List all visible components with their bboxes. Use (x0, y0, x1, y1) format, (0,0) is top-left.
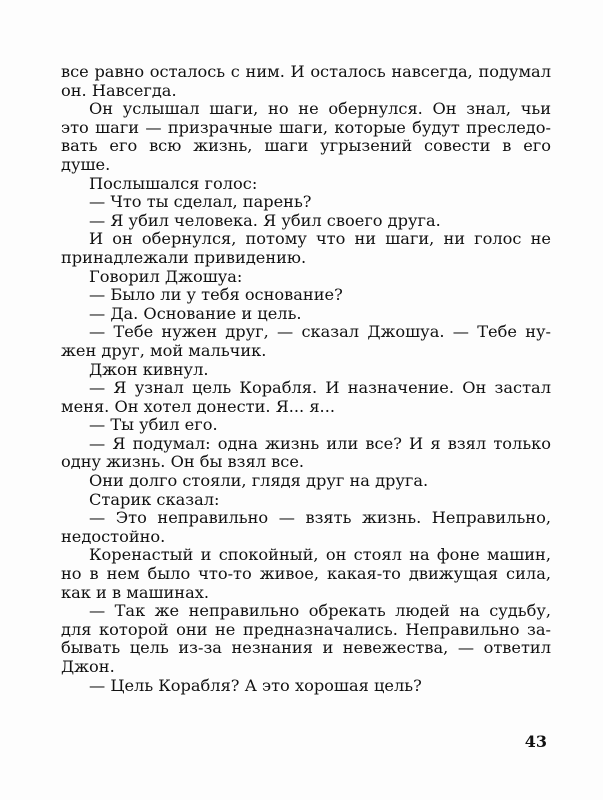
text-line: недостойно. (61, 526, 166, 546)
body-text (61, 63, 551, 695)
text-line: — Так же неправильно обрекать людей на судьбу, (89, 601, 551, 621)
text-line: все равно осталось с ним. И осталось навсегда, подумал (61, 62, 551, 81)
text-line: для которой они не предназначались. Неправильно за- (61, 619, 551, 639)
text-line: Он услышал шаги, но не обернулся. Он знал, чьи (89, 99, 551, 119)
text-line: он. Навсегда. (61, 80, 177, 100)
text-line: одну жизнь. Он бы взял все. (61, 452, 305, 472)
text-line: — Ты убил его. (89, 415, 218, 435)
text-line: Джон кивнул. (89, 359, 209, 379)
text-line: Говорил Джошуа: (89, 266, 243, 286)
text-line: это шаги — призрачные шаги, которые будут преследо- (61, 117, 551, 137)
text-line: — Я подумал: одна жизнь или все? И я взял только (89, 433, 551, 453)
text-line: — Да. Основание и цель. (89, 303, 302, 323)
text-line: принадлежали привидению. (61, 247, 307, 267)
text-line: — Это неправильно — взять жизнь. Неправильно, (89, 508, 551, 528)
text-line: вать его всю жизнь, шаги угрызений совести в его (61, 136, 551, 156)
text-line: — Цель Корабля? А это хорошая цель? (89, 675, 422, 695)
text-line: Джон. (61, 657, 115, 676)
text-line: Послышался голос: (89, 173, 258, 193)
text-line: душе. (61, 154, 111, 174)
text-line: но в нем было что-то живое, какая-то движущая сила, (61, 564, 551, 584)
text-line: бывать цель из-за незнания и невежества, — ответил (61, 638, 551, 658)
text-line: — Что ты сделал, парень? (89, 192, 312, 212)
text-line: — Тебе нужен друг, — сказал Джошуа. — Тебе ну- (89, 322, 551, 342)
text-line: меня. Он хотел донести. Я... я... (61, 396, 335, 416)
text-line: — Я узнал цель Корабля. И назначение. Он застал (89, 378, 551, 398)
text-line: — Я убил человека. Я убил своего друга. (89, 210, 441, 230)
text-line: Они долго стояли, глядя друг на друга. (89, 471, 429, 491)
text-line: как и в машинах. (61, 582, 210, 602)
text-line: жен друг, мой мальчик. (61, 340, 267, 360)
text-line: И он обернулся, потому что ни шаги, ни голос не (89, 229, 551, 249)
text-line: — Было ли у тебя основание? (89, 285, 343, 305)
page-number: 43 (524, 732, 547, 751)
text-line: Старик сказал: (89, 489, 220, 509)
text-line: Коренастый и спокойный, он стоял на фоне машин, (89, 545, 551, 565)
